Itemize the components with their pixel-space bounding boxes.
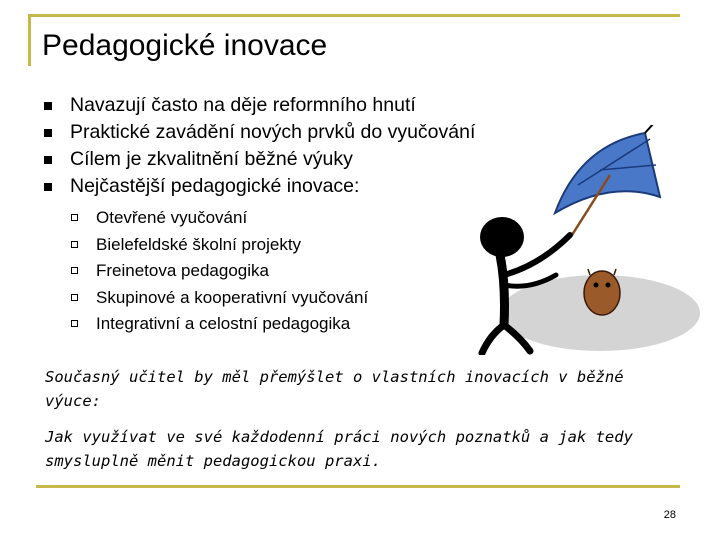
sub-bullet-text: Bielefeldské školní projekty: [96, 234, 302, 254]
sub-bullet-item: [0, 258, 368, 285]
hollow-square-bullet-icon: [71, 241, 78, 248]
sub-bullet-text: Skupinové a kooperativní vyučování: [96, 287, 369, 307]
mole-icon: [584, 271, 620, 315]
bullet-item: [0, 146, 475, 173]
umbrella-figure-illustration: [460, 125, 700, 355]
bullet-list: [0, 92, 475, 200]
sub-bullet-item: [0, 285, 368, 312]
square-bullet-icon: [44, 129, 52, 137]
frame-top-rule: [28, 14, 680, 17]
question-paragraph: Jak využívat ve své každodenní práci nových poznatků a jak tedy smysluplně měnit pedagogickou praxi.: [45, 428, 633, 470]
bullet-text: Cílem je zkvalitnění běžné výuky: [70, 148, 353, 170]
hollow-square-bullet-icon: [71, 267, 78, 274]
bottom-rule: [36, 485, 680, 488]
figure-body: [500, 255, 505, 325]
frame-left-rule: [28, 14, 31, 66]
sub-bullet-list: [0, 205, 368, 338]
hollow-square-bullet-icon: [71, 214, 78, 221]
hollow-square-bullet-icon: [71, 294, 78, 301]
bullet-text: Navazují často na děje reformního hnutí: [70, 94, 416, 116]
reflection-paragraph: Současný učitel by měl přemýšlet o vlastních inovacích v běžné výuce:: [45, 368, 624, 410]
bullet-text: Praktické zavádění nových prvků do vyučování: [70, 121, 476, 143]
sub-bullet-item: [0, 311, 368, 338]
square-bullet-icon: [44, 156, 52, 164]
sub-bullet-item: [0, 205, 368, 232]
bullet-text: Nejčastější pedagogické inovace:: [70, 175, 360, 197]
bullet-item: [0, 119, 475, 146]
slide-title: Pedagogické inovace: [42, 29, 328, 62]
page-number: 28: [663, 509, 676, 521]
bullet-item: [0, 173, 475, 200]
sub-bullet-text: Freinetova pedagogika: [96, 261, 269, 280]
sub-bullet-item: [0, 232, 368, 259]
sub-bullet-text: Integrativní a celostní pedagogika: [96, 314, 351, 333]
square-bullet-icon: [44, 183, 52, 191]
hollow-square-bullet-icon: [71, 320, 78, 327]
bullet-item: [0, 92, 475, 119]
sub-bullet-text: Otevřené vyučování: [96, 208, 248, 227]
umbrella-icon: [555, 133, 660, 213]
square-bullet-icon: [44, 102, 52, 110]
